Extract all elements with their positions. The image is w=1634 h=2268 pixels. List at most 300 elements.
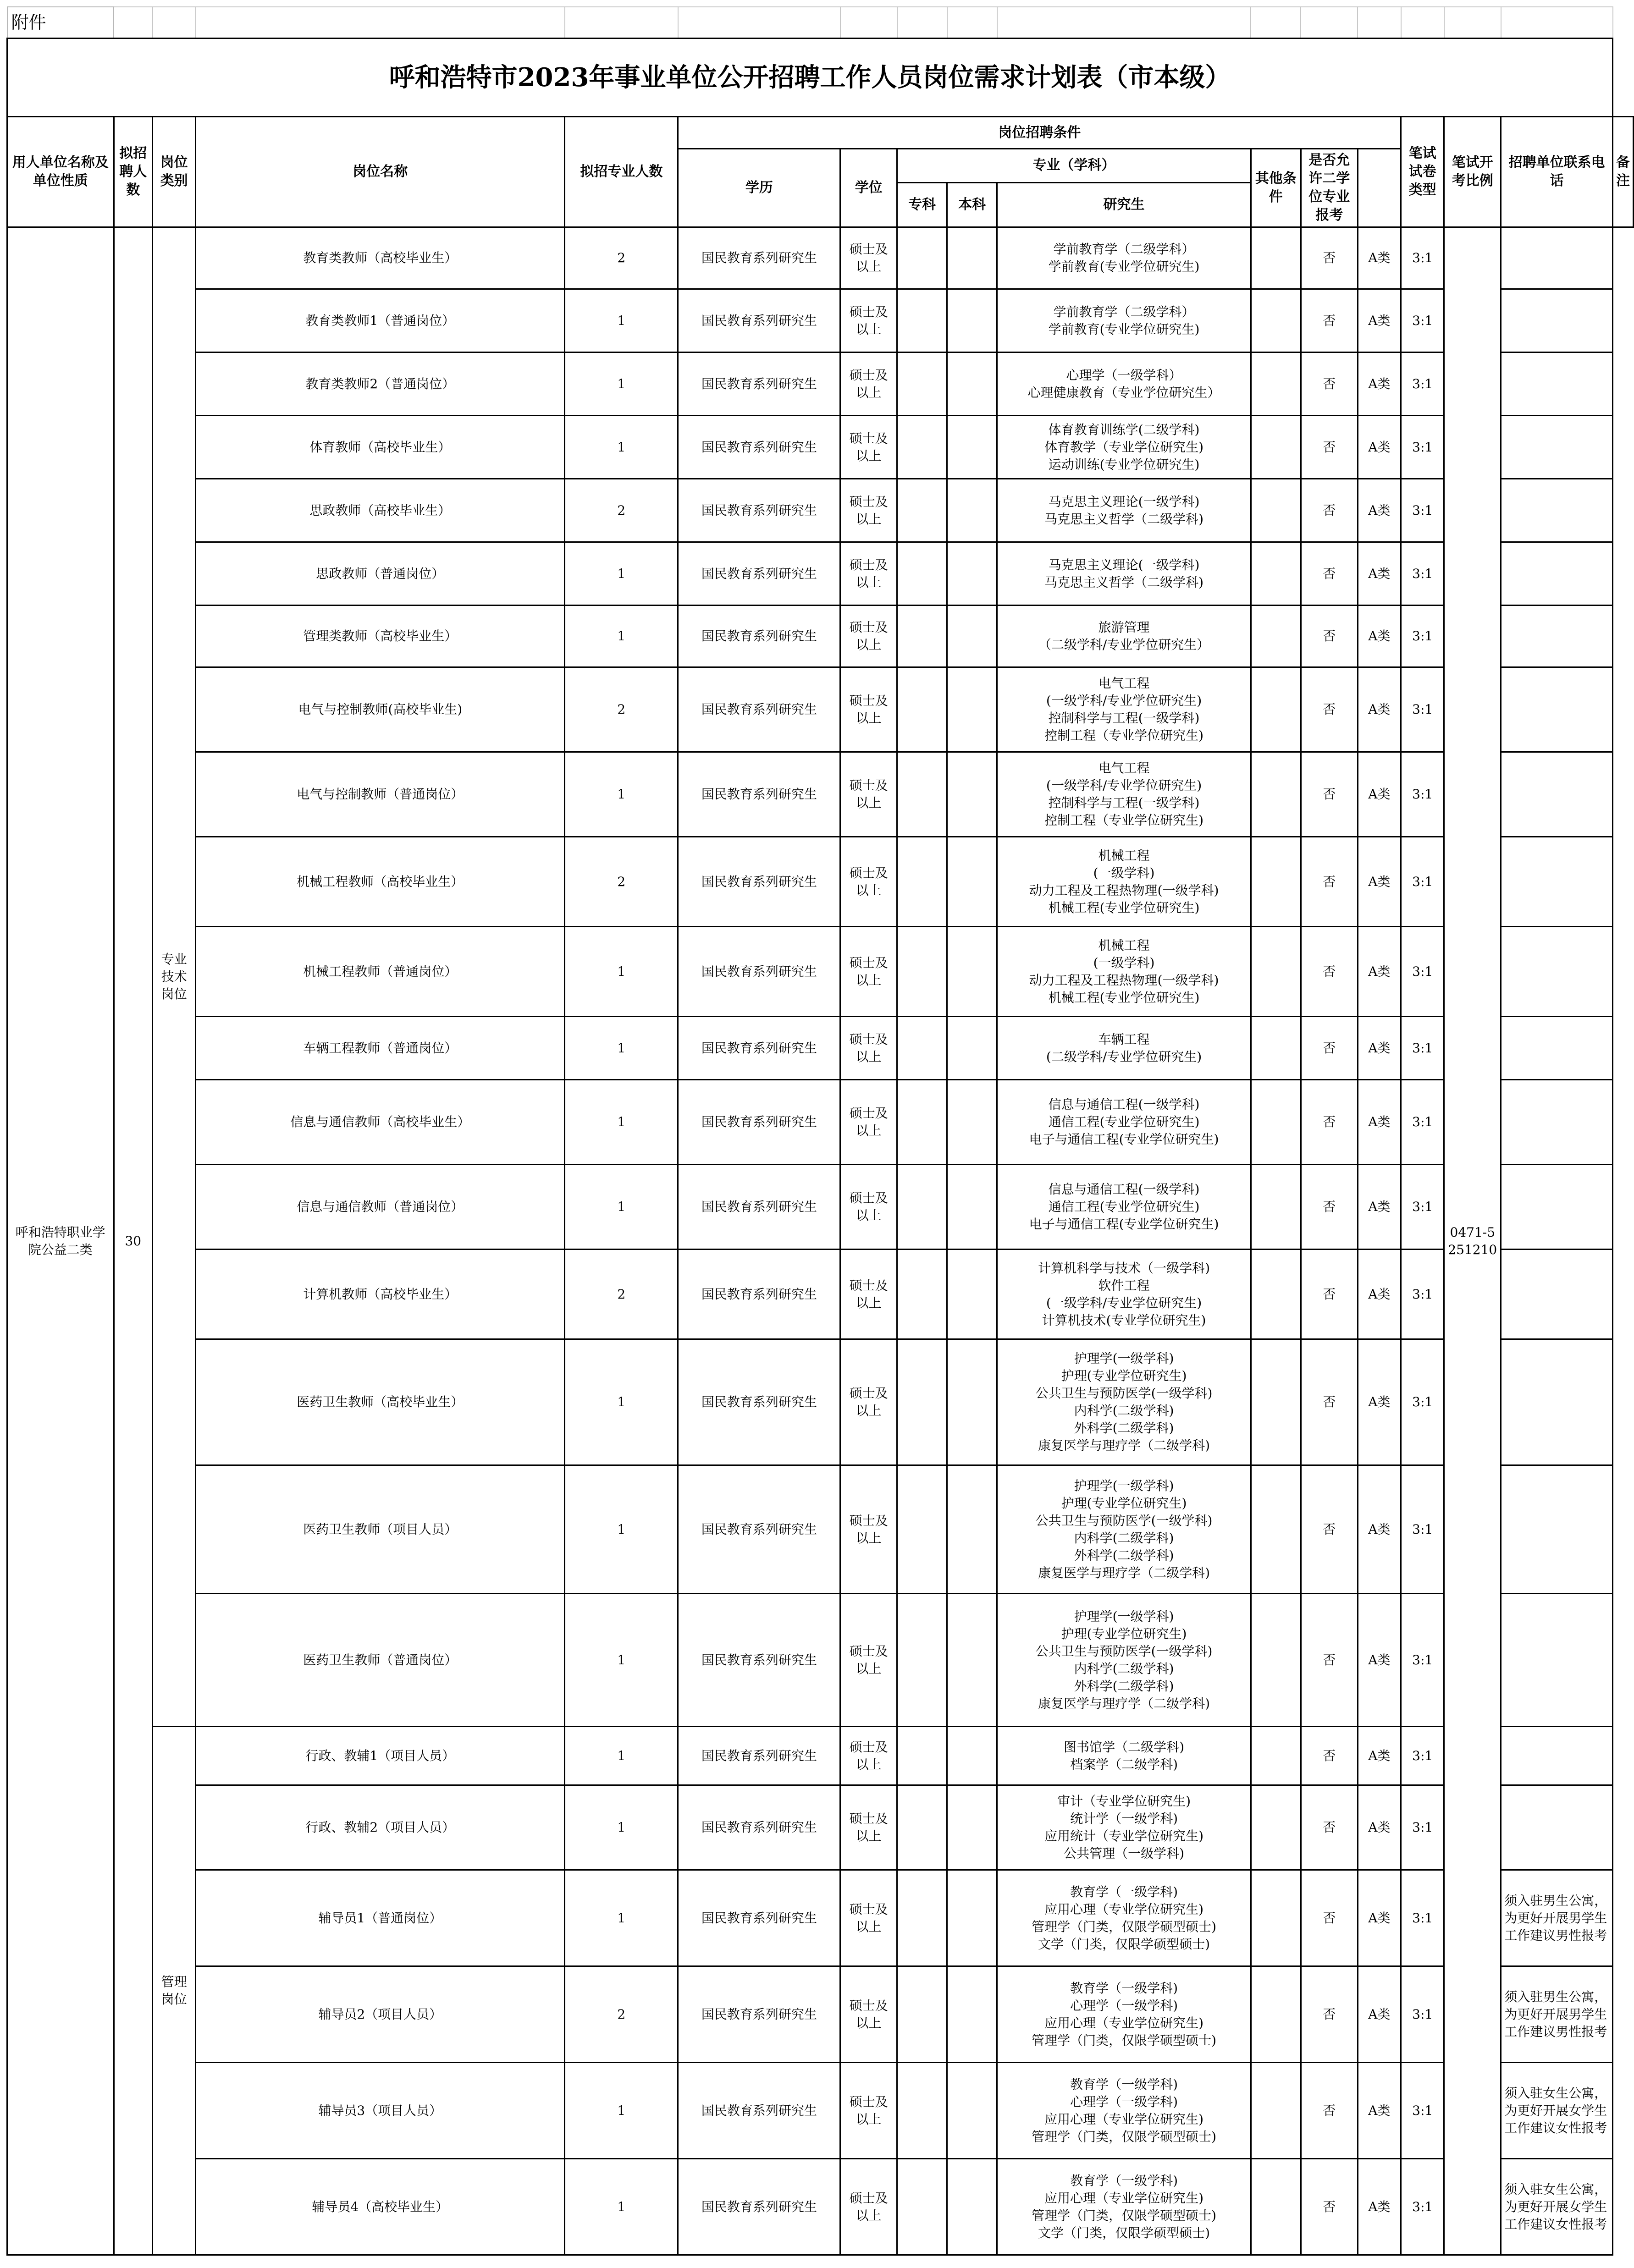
- exam-type: A类: [1358, 2159, 1401, 2255]
- major-line: 学前教育(专业学位研究生): [1048, 259, 1200, 274]
- exam-type: A类: [1358, 479, 1401, 542]
- degree: 硕士及以上: [840, 927, 897, 1017]
- header-remark: 备注: [1613, 117, 1634, 227]
- major-graduate: [997, 1870, 1251, 1966]
- planned-count: 2: [565, 479, 678, 542]
- major-line: 马克思主义理论(一级学科): [1048, 494, 1200, 509]
- major-line: 体育教学（专业学位研究生): [1044, 439, 1203, 455]
- major-undergraduate: [947, 927, 997, 1017]
- major-line: 公共卫生与预防医学(一级学科): [1035, 1513, 1213, 1528]
- remark: [1501, 1339, 1613, 1465]
- major-line: 内科学(二级学科): [1074, 1530, 1174, 1546]
- exam-ratio: 3:1: [1401, 1594, 1444, 1727]
- major-line: 动力工程及工程热物理(一级学科): [1029, 882, 1219, 898]
- post-name: 机械工程教师（普通岗位）: [196, 927, 565, 1017]
- table-row: [7, 227, 1634, 289]
- major-line: 应用心理（专业学位研究生): [1044, 1901, 1203, 1917]
- major-junior-college: [897, 1165, 947, 1250]
- post-name: 教育类教师2（普通岗位）: [196, 352, 565, 416]
- planned-count: 2: [565, 667, 678, 752]
- major-line: 内科学(二级学科): [1074, 1661, 1174, 1676]
- major-line: 外科学(二级学科): [1074, 1547, 1174, 1563]
- major-line: 马克思主义理论(一级学科): [1048, 557, 1200, 573]
- major-junior-college: [897, 1339, 947, 1465]
- header-row-1: [7, 117, 1634, 149]
- major-line: 车辆工程: [1098, 1031, 1150, 1047]
- education: 国民教育系列研究生: [678, 2063, 840, 2159]
- second-degree-allowed: 否: [1301, 479, 1358, 542]
- major-junior-college: [897, 1594, 947, 1727]
- exam-type: A类: [1358, 542, 1401, 606]
- planned-count: 2: [565, 1250, 678, 1339]
- major-graduate: [997, 542, 1251, 606]
- major-graduate: [997, 1465, 1251, 1594]
- exam-ratio: 3:1: [1401, 479, 1444, 542]
- post-name: 车辆工程教师（普通岗位）: [196, 1017, 565, 1080]
- degree: 硕士及以上: [840, 1017, 897, 1080]
- degree: 硕士及以上: [840, 1594, 897, 1727]
- header-post-category: 岗位类别: [153, 117, 196, 227]
- exam-type: A类: [1358, 416, 1401, 479]
- major-line: 管理学（门类，仅限学硕型硕士): [1032, 2032, 1216, 2048]
- education: 国民教育系列研究生: [678, 1017, 840, 1080]
- planned-count: 1: [565, 1165, 678, 1250]
- major-graduate: [997, 1165, 1251, 1250]
- major-line: 机械工程(专业学位研究生): [1048, 900, 1200, 915]
- table-row: [7, 1594, 1634, 1727]
- major-line: 心理健康教育（专业学位研究生）: [1027, 385, 1220, 400]
- exam-type: A类: [1358, 352, 1401, 416]
- major-undergraduate: [947, 1785, 997, 1870]
- major-line: 通信工程(专业学位研究生): [1048, 1114, 1200, 1129]
- major-line: 护理(专业学位研究生): [1061, 1495, 1187, 1511]
- post-name: 机械工程教师（高校毕业生）: [196, 837, 565, 927]
- major-line: (一级学科): [1093, 955, 1155, 970]
- planned-count: 1: [565, 1594, 678, 1727]
- second-degree-allowed: 否: [1301, 289, 1358, 352]
- header-degree: 学位: [840, 149, 897, 227]
- other-conditions: [1251, 837, 1301, 927]
- post-name: 体育教师（高校毕业生）: [196, 416, 565, 479]
- major-graduate: [997, 837, 1251, 927]
- second-degree-allowed: 否: [1301, 2063, 1358, 2159]
- table-row: [7, 1870, 1634, 1966]
- post-name: 医药卫生教师（普通岗位）: [196, 1594, 565, 1727]
- major-line: 马克思主义哲学（二级学科): [1044, 511, 1203, 527]
- major-line: 应用心理（专业学位研究生): [1044, 2111, 1203, 2127]
- degree: 硕士及以上: [840, 1339, 897, 1465]
- planned-count: 1: [565, 1785, 678, 1870]
- table-row: [7, 2159, 1634, 2255]
- table-row: [7, 1165, 1634, 1250]
- major-undergraduate: [947, 1870, 997, 1966]
- degree: 硕士及以上: [840, 1250, 897, 1339]
- education: 国民教育系列研究生: [678, 416, 840, 479]
- major-undergraduate: [947, 1966, 997, 2063]
- major-graduate: [997, 1727, 1251, 1785]
- education: 国民教育系列研究生: [678, 1785, 840, 1870]
- major-line: 康复医学与理疗学（二级学科): [1038, 1695, 1210, 1711]
- major-junior-college: [897, 606, 947, 667]
- header-exam-type: 笔试试卷类型: [1401, 117, 1444, 227]
- major-junior-college: [897, 1080, 947, 1165]
- exam-type: A类: [1358, 1594, 1401, 1727]
- major-line: 文学（门类，仅限学硕型硕士): [1038, 2225, 1210, 2240]
- major-line: 应用心理（专业学位研究生): [1044, 2190, 1203, 2206]
- major-line: 电子与通信工程(专业学位研究生): [1029, 1132, 1219, 1147]
- header-graduate: 研究生: [997, 182, 1251, 227]
- degree: 硕士及以上: [840, 289, 897, 352]
- exam-type: A类: [1358, 1250, 1401, 1339]
- other-conditions: [1251, 1870, 1301, 1966]
- major-line: 审计（专业学位研究生): [1057, 1794, 1191, 1809]
- major-graduate: [997, 416, 1251, 479]
- exam-type: A类: [1358, 1165, 1401, 1250]
- education: 国民教育系列研究生: [678, 542, 840, 606]
- remark: [1501, 1165, 1613, 1250]
- remark: 须入驻女生公寓，为更好开展女学生工作建议女性报考: [1501, 2063, 1613, 2159]
- education: 国民教育系列研究生: [678, 1727, 840, 1785]
- planned-count: 1: [565, 289, 678, 352]
- major-line: 电气工程: [1098, 676, 1150, 691]
- remark: [1501, 352, 1613, 416]
- exam-type: A类: [1358, 289, 1401, 352]
- degree: 硕士及以上: [840, 227, 897, 289]
- table-row: [7, 1017, 1634, 1080]
- header-planned-per-post: 拟招专业人数: [565, 117, 678, 227]
- major-graduate: [997, 1250, 1251, 1339]
- other-conditions: [1251, 1339, 1301, 1465]
- table-row: [7, 542, 1634, 606]
- major-line: 图书馆学（二级学科): [1064, 1739, 1184, 1755]
- major-undergraduate: [947, 1080, 997, 1165]
- degree: 硕士及以上: [840, 837, 897, 927]
- major-line: 护理(专业学位研究生): [1061, 1368, 1187, 1383]
- major-graduate: [997, 2063, 1251, 2159]
- other-conditions: [1251, 1727, 1301, 1785]
- major-undergraduate: [947, 667, 997, 752]
- education: 国民教育系列研究生: [678, 1465, 840, 1594]
- second-degree-allowed: 否: [1301, 1165, 1358, 1250]
- major-line: 外科学(二级学科): [1074, 1420, 1174, 1436]
- header-conditions: 岗位招聘条件: [678, 117, 1401, 149]
- major-junior-college: [897, 837, 947, 927]
- education: 国民教育系列研究生: [678, 667, 840, 752]
- major-graduate: [997, 927, 1251, 1017]
- major-line: 软件工程: [1098, 1277, 1150, 1293]
- other-conditions: [1251, 1250, 1301, 1339]
- major-line: 护理学(一级学科): [1074, 1351, 1174, 1366]
- degree: 硕士及以上: [840, 1727, 897, 1785]
- unit-name: 呼和浩特职业学院公益二类: [7, 227, 114, 2255]
- second-degree-allowed: 否: [1301, 606, 1358, 667]
- exam-type: A类: [1358, 1727, 1401, 1785]
- major-graduate: [997, 227, 1251, 289]
- second-degree-allowed: 否: [1301, 416, 1358, 479]
- major-line: （二级学科/专业学位研究生）: [1038, 637, 1210, 652]
- remark: [1501, 1465, 1613, 1594]
- other-conditions: [1251, 227, 1301, 289]
- second-degree-allowed: 否: [1301, 2159, 1358, 2255]
- post-name: 辅导员4（高校毕业生）: [196, 2159, 565, 2255]
- major-junior-college: [897, 1727, 947, 1785]
- table-row: [7, 837, 1634, 927]
- education: 国民教育系列研究生: [678, 606, 840, 667]
- major-line: 控制工程（专业学位研究生): [1044, 813, 1203, 828]
- exam-ratio: 3:1: [1401, 1870, 1444, 1966]
- exam-ratio: 3:1: [1401, 2159, 1444, 2255]
- post-name: 教育类教师1（普通岗位）: [196, 289, 565, 352]
- remark: [1501, 927, 1613, 1017]
- exam-ratio: 3:1: [1401, 416, 1444, 479]
- major-junior-college: [897, 289, 947, 352]
- degree: 硕士及以上: [840, 667, 897, 752]
- major-line: (二级学科/专业学位研究生): [1046, 1049, 1202, 1064]
- remark: [1501, 606, 1613, 667]
- recruitment-table: [6, 6, 1634, 2256]
- education: 国民教育系列研究生: [678, 1250, 840, 1339]
- post-name: 计算机教师（高校毕业生）: [196, 1250, 565, 1339]
- exam-type: A类: [1358, 1966, 1401, 2063]
- post-name: 辅导员1（普通岗位）: [196, 1870, 565, 1966]
- degree: 硕士及以上: [840, 479, 897, 542]
- degree: 硕士及以上: [840, 1080, 897, 1165]
- remark: [1501, 289, 1613, 352]
- table-row: [7, 606, 1634, 667]
- major-junior-college: [897, 1465, 947, 1594]
- major-undergraduate: [947, 1165, 997, 1250]
- major-graduate: [997, 667, 1251, 752]
- degree: 硕士及以上: [840, 2063, 897, 2159]
- post-name: 行政、教辅1（项目人员）: [196, 1727, 565, 1785]
- major-undergraduate: [947, 542, 997, 606]
- major-junior-college: [897, 1017, 947, 1080]
- planned-count: 2: [565, 1966, 678, 2063]
- second-degree-allowed: 否: [1301, 1080, 1358, 1165]
- education: 国民教育系列研究生: [678, 352, 840, 416]
- education: 国民教育系列研究生: [678, 927, 840, 1017]
- remark: 须入驻男生公寓，为更好开展男学生工作建议男性报考: [1501, 1966, 1613, 2063]
- education: 国民教育系列研究生: [678, 227, 840, 289]
- attachment-row: [7, 7, 1634, 39]
- major-line: 学前教育学（二级学科）: [1053, 242, 1195, 257]
- major-line: 动力工程及工程热物理(一级学科): [1029, 972, 1219, 988]
- remark: [1501, 479, 1613, 542]
- post-name: 管理类教师（高校毕业生）: [196, 606, 565, 667]
- exam-type: A类: [1358, 2063, 1401, 2159]
- exam-type: A类: [1358, 667, 1401, 752]
- other-conditions: [1251, 479, 1301, 542]
- major-junior-college: [897, 1966, 947, 2063]
- major-undergraduate: [947, 1017, 997, 1080]
- major-line: 计算机科学与技术（一级学科): [1038, 1260, 1210, 1276]
- remark: [1501, 1080, 1613, 1165]
- major-junior-college: [897, 752, 947, 837]
- major-graduate: [997, 1594, 1251, 1727]
- second-degree-allowed: 否: [1301, 752, 1358, 837]
- major-undergraduate: [947, 1250, 997, 1339]
- planned-count: 1: [565, 1465, 678, 1594]
- major-line: 护理(专业学位研究生): [1061, 1626, 1187, 1641]
- planned-total: 30: [114, 227, 152, 2255]
- planned-count: 1: [565, 752, 678, 837]
- major-undergraduate: [947, 2063, 997, 2159]
- remark: 须入驻男生公寓，为更好开展男学生工作建议男性报考: [1501, 1870, 1613, 1966]
- major-line: 学前教育学（二级学科）: [1053, 304, 1195, 319]
- exam-ratio: 3:1: [1401, 606, 1444, 667]
- post-name: 电气与控制教师（普通岗位）: [196, 752, 565, 837]
- other-conditions: [1251, 289, 1301, 352]
- table-row: [7, 1966, 1634, 2063]
- major-line: 公共卫生与预防医学(一级学科): [1035, 1386, 1213, 1401]
- exam-ratio: 3:1: [1401, 1339, 1444, 1465]
- page-title: 呼和浩特市2023年事业单位公开招聘工作人员岗位需求计划表（市本级）: [7, 39, 1613, 117]
- planned-count: 1: [565, 1870, 678, 1966]
- other-conditions: [1251, 752, 1301, 837]
- education: 国民教育系列研究生: [678, 1966, 840, 2063]
- major-junior-college: [897, 1785, 947, 1870]
- major-line: 电子与通信工程(专业学位研究生): [1029, 1217, 1219, 1232]
- post-category-technical: 专业技术岗位: [153, 227, 196, 1727]
- major-line: 心理学（一级学科): [1070, 2094, 1178, 2109]
- other-conditions: [1251, 1017, 1301, 1080]
- degree: 硕士及以上: [840, 2159, 897, 2255]
- other-conditions: [1251, 352, 1301, 416]
- major-line: (一级学科/专业学位研究生): [1046, 778, 1202, 793]
- other-conditions: [1251, 1966, 1301, 2063]
- remark: [1501, 1250, 1613, 1339]
- post-category-management: 管理岗位: [153, 1727, 196, 2255]
- degree: 硕士及以上: [840, 542, 897, 606]
- table-row: [7, 289, 1634, 352]
- header-major: 专业（学科）: [897, 149, 1251, 183]
- major-line: 内科学(二级学科): [1074, 1403, 1174, 1418]
- major-line: 公共管理（一级学科): [1064, 1846, 1184, 1861]
- major-undergraduate: [947, 1465, 997, 1594]
- post-name: 医药卫生教师（项目人员）: [196, 1465, 565, 1594]
- degree: 硕士及以上: [840, 606, 897, 667]
- planned-count: 1: [565, 2063, 678, 2159]
- second-degree-allowed: 否: [1301, 227, 1358, 289]
- major-line: 应用心理（专业学位研究生): [1044, 2015, 1203, 2031]
- second-degree-allowed: 否: [1301, 1339, 1358, 1465]
- table-row: [7, 416, 1634, 479]
- planned-count: 1: [565, 1080, 678, 1165]
- table-row: [7, 752, 1634, 837]
- other-conditions: [1251, 1165, 1301, 1250]
- other-conditions: [1251, 416, 1301, 479]
- header-post-name: 岗位名称: [196, 117, 565, 227]
- major-graduate: [997, 1966, 1251, 2063]
- remark: [1501, 752, 1613, 837]
- second-degree-allowed: 否: [1301, 1785, 1358, 1870]
- remark: [1501, 667, 1613, 752]
- planned-count: 2: [565, 227, 678, 289]
- major-line: 康复医学与理疗学（二级学科): [1038, 1438, 1210, 1453]
- second-degree-allowed: 否: [1301, 1465, 1358, 1594]
- major-line: 马克思主义哲学（二级学科): [1044, 574, 1203, 590]
- table-row: [7, 1339, 1634, 1465]
- other-conditions: [1251, 2159, 1301, 2255]
- major-line: 教育学（一级学科): [1070, 1884, 1178, 1899]
- post-name: 信息与通信教师（高校毕业生）: [196, 1080, 565, 1165]
- second-degree-allowed: 否: [1301, 352, 1358, 416]
- post-name: 电气与控制教师(高校毕业生): [196, 667, 565, 752]
- planned-count: 1: [565, 542, 678, 606]
- degree: 硕士及以上: [840, 352, 897, 416]
- major-line: 康复医学与理疗学（二级学科): [1038, 1565, 1210, 1580]
- degree: 硕士及以上: [840, 752, 897, 837]
- major-line: 心理学（一级学科): [1070, 1998, 1178, 2013]
- major-line: 机械工程: [1098, 848, 1150, 863]
- major-line: 信息与通信工程(一级学科): [1048, 1097, 1200, 1112]
- major-undergraduate: [947, 479, 997, 542]
- exam-ratio: 3:1: [1401, 542, 1444, 606]
- education: 国民教育系列研究生: [678, 1080, 840, 1165]
- education: 国民教育系列研究生: [678, 1594, 840, 1727]
- major-graduate: [997, 479, 1251, 542]
- table-row: [7, 479, 1634, 542]
- remark: [1501, 837, 1613, 927]
- major-undergraduate: [947, 289, 997, 352]
- major-line: 外科学(二级学科): [1074, 1678, 1174, 1694]
- exam-ratio: 3:1: [1401, 1966, 1444, 2063]
- post-name: 辅导员2（项目人员）: [196, 1966, 565, 2063]
- planned-count: 1: [565, 1017, 678, 1080]
- attachment-label: 附件: [7, 7, 114, 39]
- major-line: 教育学（一级学科): [1070, 1980, 1178, 1996]
- second-degree-allowed: 否: [1301, 837, 1358, 927]
- remark: [1501, 542, 1613, 606]
- major-junior-college: [897, 542, 947, 606]
- major-undergraduate: [947, 837, 997, 927]
- major-line: 管理学（门类，仅限学硕型硕士): [1032, 2129, 1216, 2144]
- major-line: 计算机技术(专业学位研究生): [1042, 1312, 1206, 1328]
- degree: 硕士及以上: [840, 1165, 897, 1250]
- table-row: [7, 1465, 1634, 1594]
- planned-count: 1: [565, 352, 678, 416]
- other-conditions: [1251, 2063, 1301, 2159]
- remark: [1501, 1594, 1613, 1727]
- major-line: 旅游管理: [1098, 620, 1150, 635]
- table-row: [7, 2063, 1634, 2159]
- major-line: 文学（门类，仅限学硕型硕士): [1038, 1936, 1210, 1952]
- exam-type: A类: [1358, 1870, 1401, 1966]
- table-row: [7, 1727, 1634, 1785]
- remark: 须入驻女生公寓，为更好开展女学生工作建议女性报考: [1501, 2159, 1613, 2255]
- exam-type: A类: [1358, 1465, 1401, 1594]
- education: 国民教育系列研究生: [678, 1339, 840, 1465]
- major-line: 控制工程（专业学位研究生): [1044, 728, 1203, 743]
- degree: 硕士及以上: [840, 1870, 897, 1966]
- major-undergraduate: [947, 1339, 997, 1465]
- exam-type: A类: [1358, 1017, 1401, 1080]
- major-line: 学前教育(专业学位研究生): [1048, 321, 1200, 337]
- remark: [1501, 416, 1613, 479]
- planned-count: 1: [565, 1727, 678, 1785]
- remark: [1501, 1785, 1613, 1870]
- major-line: 管理学（门类，仅限学硕型硕士): [1032, 1919, 1216, 1934]
- major-graduate: [997, 1785, 1251, 1870]
- exam-type: A类: [1358, 927, 1401, 1017]
- table-row: [7, 667, 1634, 752]
- major-line: 控制科学与工程(一级学科): [1048, 710, 1200, 726]
- header-phone: 招聘单位联系电话: [1501, 117, 1613, 227]
- major-undergraduate: [947, 352, 997, 416]
- exam-type: A类: [1358, 1339, 1401, 1465]
- planned-count: 1: [565, 1339, 678, 1465]
- exam-type: A类: [1358, 227, 1401, 289]
